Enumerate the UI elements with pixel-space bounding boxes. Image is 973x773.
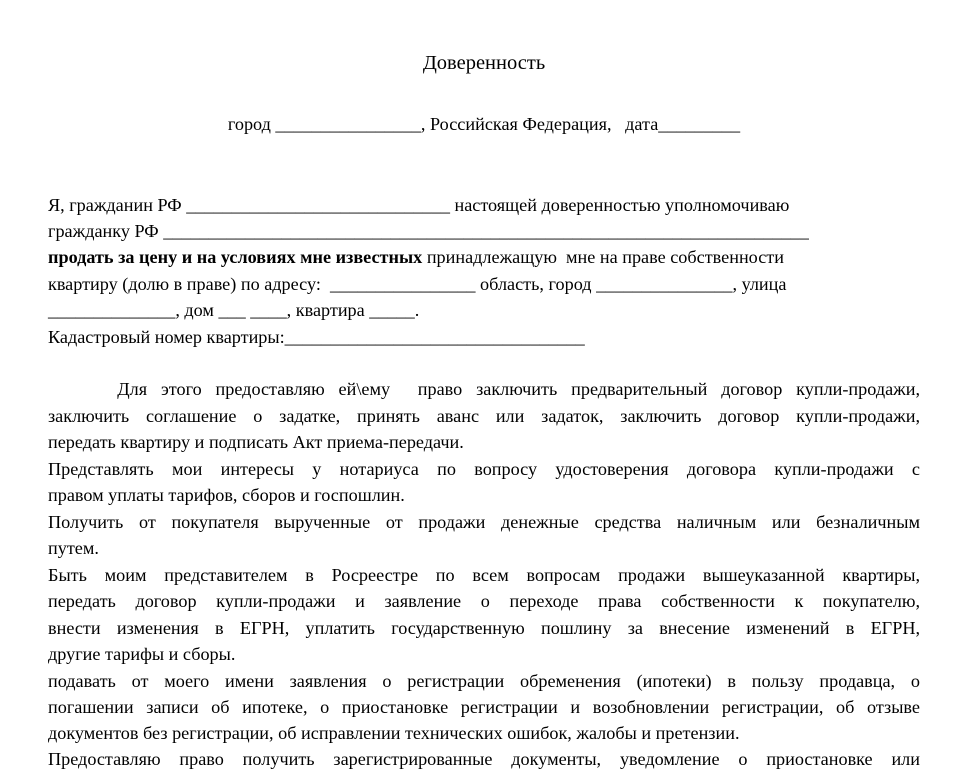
authority-rest-text: принадлежащую мне на праве собственности (422, 247, 784, 267)
address-continuation-line: ______________, дом ___ ____, квартира _____. (48, 300, 420, 320)
paragraph-line: правом уплаты тарифов, сборов и госпошлин. (48, 485, 405, 505)
paragraph-line: подавать от моего имени заявления о регистрации обременения (ипотеки) в пользу продавца, о (48, 671, 920, 691)
paragraph-line: Получить от покупателя вырученные от продажи денежные средства наличным или безналичным (48, 512, 920, 532)
paragraph-line: Быть моим представителем в Росреестре по всем вопросам продажи вышеуказанной квартиры, (48, 565, 920, 585)
authority-line (48, 244, 784, 270)
paragraph-line: другие тарифы и сборы. (48, 644, 236, 664)
grantor-line: Я, гражданин РФ _____________________________ настоящей доверенностью уполномочиваю (48, 195, 790, 215)
paragraph-line: Предоставляю право получить зарегистрированные документы, уведомление о приостановке или (48, 749, 920, 769)
cadastral-number-line: Кадастровый номер квартиры:_________________________________ (48, 327, 585, 347)
paragraph-line: Для этого предоставляю ей\ему право заключить предварительный договор купли-продажи, (48, 379, 920, 399)
document-title: Доверенность (422, 52, 546, 74)
paragraph-line: передать договор купли-продажи и заявление о переходе права собственности к покупателю, (48, 591, 920, 611)
attorney-line: гражданку РФ _______________________________________________________________________ (48, 221, 809, 241)
paragraph-line: передать квартиру и подписать Акт приема-передачи. (48, 432, 464, 452)
paragraph-line: документов без регистрации, об исправлении технических ошибок, жалобы и претензии. (48, 723, 740, 743)
paragraph-line: путем. (48, 538, 99, 558)
paragraph-line: погашении записи об ипотеке, о приостановке регистрации и возобновлении регистрации, об отзыве (48, 697, 920, 717)
paragraph-line: внести изменения в ЕГРН, уплатить государственную пошлину за внесение изменений в ЕГРН, (48, 618, 920, 638)
city-date-line: город ________________, Российская Федерация, дата_________ (227, 114, 741, 134)
paragraph-line: заключить соглашение о задатке, принять аванс или задаток, заключить договор купли-продажи, (48, 406, 920, 426)
authority-bold-text: продать за цену и на условиях мне известных (48, 247, 423, 267)
address-line: квартиру (долю в праве) по адресу: ________________ область, город _______________, улица (48, 274, 787, 294)
paragraph-line: Представлять мои интересы у нотариуса по вопросу удостоверения договора купли-продажи с (48, 459, 920, 479)
